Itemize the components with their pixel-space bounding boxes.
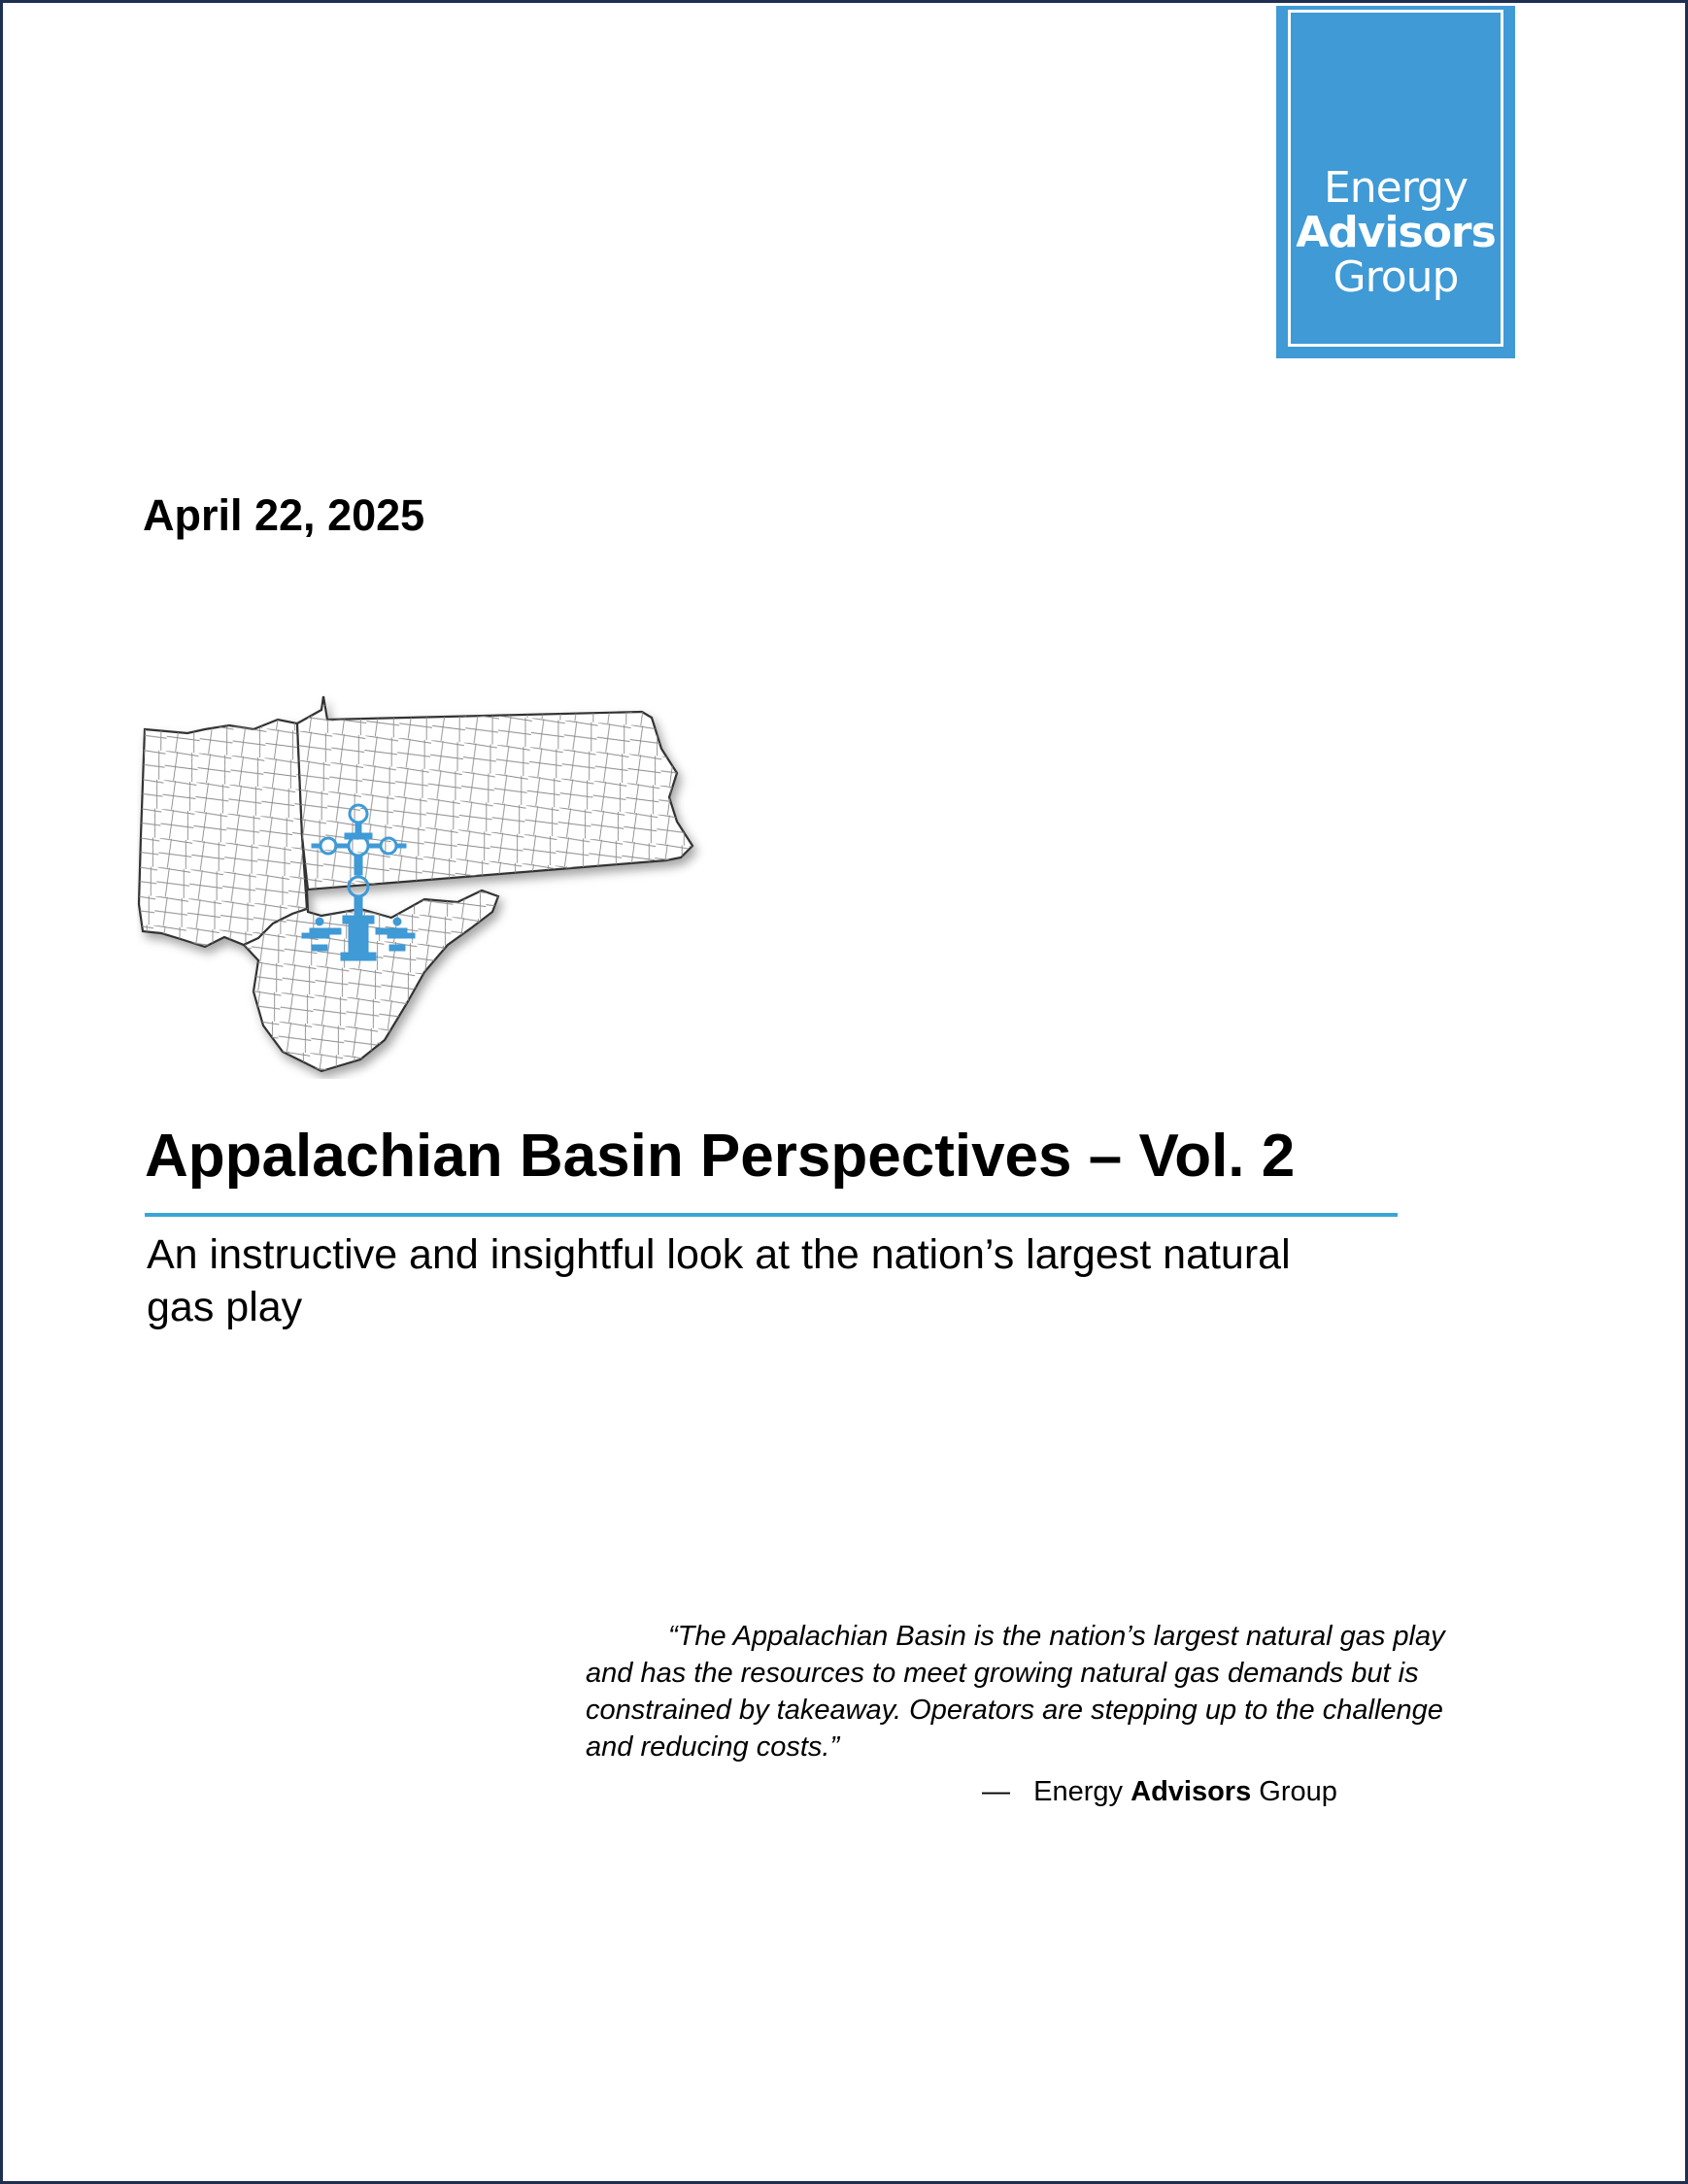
- logo-line-group: Group: [1333, 252, 1459, 302]
- document-subtitle: An instructive and insightful look at the nation’s largest natural gas play: [147, 1231, 1291, 1330]
- logo-line-advisors: Advisors: [1296, 208, 1496, 257]
- attribution-group: Group: [1259, 1776, 1337, 1807]
- document-title: Appalachian Basin Perspectives – Vol. 2: [145, 1123, 1296, 1190]
- title-underline: [145, 1213, 1398, 1217]
- logo-line-energy: Energy: [1323, 163, 1469, 213]
- logo-text: [1276, 163, 1515, 302]
- quote-attribution: [982, 1776, 1337, 1808]
- appalachian-map: [137, 690, 729, 1079]
- attribution-energy: Energy: [1033, 1776, 1124, 1807]
- pull-quote: “The Appalachian Basin is the nation’s largest natural gas play and has the resources to meet growing natural gas demands but is constrained by takeaway. Operators are stepping up to the challenge and reducing costs.”: [586, 1621, 1445, 1763]
- attribution-dash: —: [982, 1776, 1010, 1807]
- company-logo: [1276, 6, 1515, 358]
- report-date: April 22, 2025: [143, 490, 425, 540]
- attribution-advisors: Advisors: [1131, 1776, 1252, 1807]
